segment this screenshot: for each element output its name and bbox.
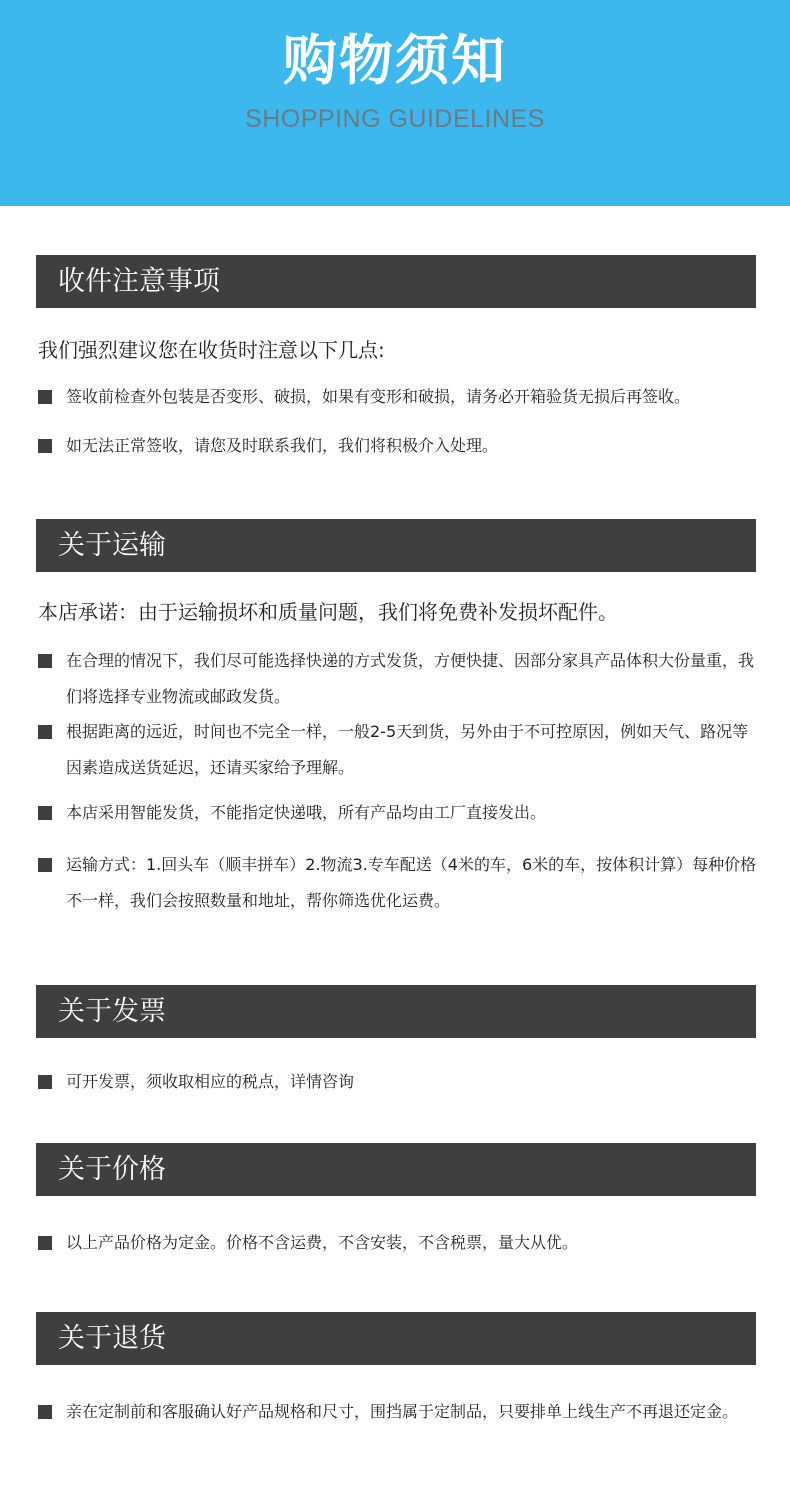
square-bullet-icon: [38, 1075, 52, 1089]
list-item: [38, 1394, 760, 1430]
header-banner: [0, 0, 790, 206]
section-heading-receipt: 收件注意事项: [36, 255, 756, 308]
list-item-text: 可开发票，须收取相应的税点，详情咨询: [66, 1072, 355, 1091]
list-item-text: 亲在定制前和客服确认好产品规格和尺寸，围挡属于定制品，只要排单上线生产不再退还定金。: [66, 1402, 739, 1421]
square-bullet-icon: [38, 858, 52, 872]
square-bullet-icon: [38, 654, 52, 668]
square-bullet-icon: [38, 390, 52, 404]
section-heading-invoice: 关于发票: [36, 985, 756, 1038]
list-item: [38, 847, 760, 919]
square-bullet-icon: [38, 1405, 52, 1419]
list-item-text: 运输方式：1.回头车（顺丰拼车）2.物流3.专车配送（4米的车，6米的车，按体积计算）每种价格不一样，我们会按照数量和地址，帮你筛选优化运费。: [66, 855, 757, 910]
page-title: 购物须知: [283, 29, 507, 92]
section-heading-returns: 关于退货: [36, 1312, 756, 1365]
shipping-intro: 本店承诺：由于运输损坏和质量问题，我们将免费补发损坏配件。: [38, 600, 618, 624]
section-heading-price: 关于价格: [36, 1143, 756, 1196]
receipt-intro: 我们强烈建议您在收货时注意以下几点:: [38, 338, 385, 362]
list-item-text: 如无法正常签收，请您及时联系我们，我们将积极介入处理。: [66, 436, 499, 455]
list-item: [38, 1225, 760, 1261]
section-heading-shipping: 关于运输: [36, 519, 756, 572]
list-item-text: 在合理的情况下，我们尽可能选择快递的方式发货，方便快捷、因部分家具产品体积大份量重，我们将选择专业物流或邮政发货。: [66, 651, 755, 706]
list-item: [38, 643, 760, 715]
square-bullet-icon: [38, 806, 52, 820]
page-subtitle: SHOPPING GUIDELINES: [245, 105, 545, 133]
list-item: [38, 379, 760, 415]
square-bullet-icon: [38, 725, 52, 739]
list-item-text: 根据距离的远近，时间也不完全一样，一般2-5天到货，另外由于不可控原因，例如天气、路况等因素造成送货延迟，还请买家给予理解。: [66, 722, 749, 777]
list-item: [38, 795, 760, 831]
list-item: [38, 428, 760, 464]
list-item: [38, 1064, 760, 1100]
list-item-text: 本店采用智能发货，不能指定快递哦，所有产品均由工厂直接发出。: [66, 803, 547, 822]
list-item: [38, 714, 760, 786]
list-item-text: 签收前检查外包装是否变形、破损，如果有变形和破损，请务必开箱验货无损后再签收。: [66, 387, 691, 406]
square-bullet-icon: [38, 439, 52, 453]
square-bullet-icon: [38, 1236, 52, 1250]
list-item-text: 以上产品价格为定金。价格不含运费，不含安装，不含税票，量大从优。: [66, 1233, 579, 1252]
